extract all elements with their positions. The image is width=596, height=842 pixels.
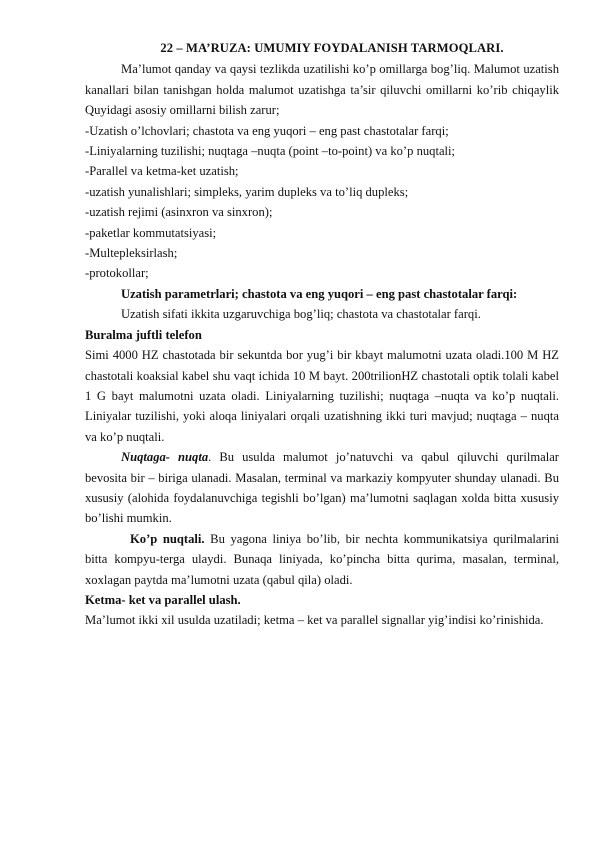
list-item: -Multepleksirlash; [85,246,178,261]
document-page [85,38,559,631]
list-item: -Uzatish o’lchovlari; chastota va eng yuqori – eng past chastotalar farqi; [85,123,449,138]
point-to-point-paragraph [85,447,559,529]
point-to-point-term: Nuqtaga- nuqta [121,450,209,465]
lecture-title: 22 – MA’RUZA: UMUMIY FOYDALANISH TARMOQLARI. [160,41,504,55]
serial-parallel-heading: Ketma- ket va parallel ulash. [85,592,241,607]
list-item: -Parallel va ketma-ket uzatish; [85,164,239,179]
multipoint-paragraph [85,529,559,590]
point-to-point-text: . Bu usulda malumot jo’natuvchi va qabul qiluvchi qurilmalar bevosita bir – biriga ulanadi. Masalan, terminal va markaziy kompyuter shunday ulanadi. Bu xususiy (alohida foydalanuvchiga tegishli bo’lgan) ma’lumotni saqlagan xolda bitta xususiy bo’lishi mumkin. [85,450,559,526]
multipoint-term: Ko’p nuqtali. [130,531,205,546]
params-heading: Uzatish parametrlari; chastota va eng yuqori – eng past chastotalar farqi: [121,286,518,301]
twisted-pair-heading: Buralma juftli telefon [85,327,202,342]
list-item: -uzatish rejimi (asinxron va sinxron); [85,205,273,220]
list-item: -protokollar; [85,266,149,281]
factors-list [85,121,559,284]
list-item: -Liniyalarning tuzilishi; nuqtaga –nuqta (point –to-point) va ko’p nuqtali; [85,144,456,159]
intro-paragraph: Ma’lumot qanday va qaysi tezlikda uzatilishi ko’p omillarga bog’liq. Malumot uzatish kanallari bilan tanishgan holda malumot uzatishga ta’sir qiluvchi omillarni ko’rib chiqaylik Quyidagi asosiy omillarni bilish zarur; [85,62,559,118]
twisted-pair-paragraph: Simi 4000 HZ chastotada bir sekuntda bor yug’i bir kbayt malumotni uzata oladi.100 M HZ chastotali koaksial kabel shu vaqt ichida 10 M bayt. 200trilionHZ chastotali optik tolali kabel 1 G bayt malumotni uzata oladi. Liniyalarning tuzilishi; nuqtaga –nuqta va ko’p nuqtali. Liniyalar tuzilishi, yoki aloqa liniyalari orqali uzatishning ikki turi mavjud; nuqtaga – nuqta va ko’p nuqtali. [85,348,559,444]
serial-parallel-paragraph: Ma’lumot ikki xil usulda uzatiladi; ketma – ket va parallel signallar yig’indisi ko’rinishida. [85,613,544,628]
list-item: -paketlar kommutatsiyasi; [85,225,217,240]
multipoint-text: Bu yagona liniya bo’lib, bir nechta kommunikatsiya qurilmalarini bitta kompyu-terga ulaydi. Bunaqa liniyada, ko’pincha bitta qurima, masalan, terminal, xoxlagan paytda ma’lumotni uzata (qabul qila) oladi. [85,531,559,587]
params-paragraph: Uzatish sifati ikkita uzgaruvchiga bog’liq; chastota va chastotalar farqi. [121,307,481,322]
list-item: -uzatish yunalishlari; simpleks, yarim dupleks va to’liq dupleks; [85,184,409,199]
